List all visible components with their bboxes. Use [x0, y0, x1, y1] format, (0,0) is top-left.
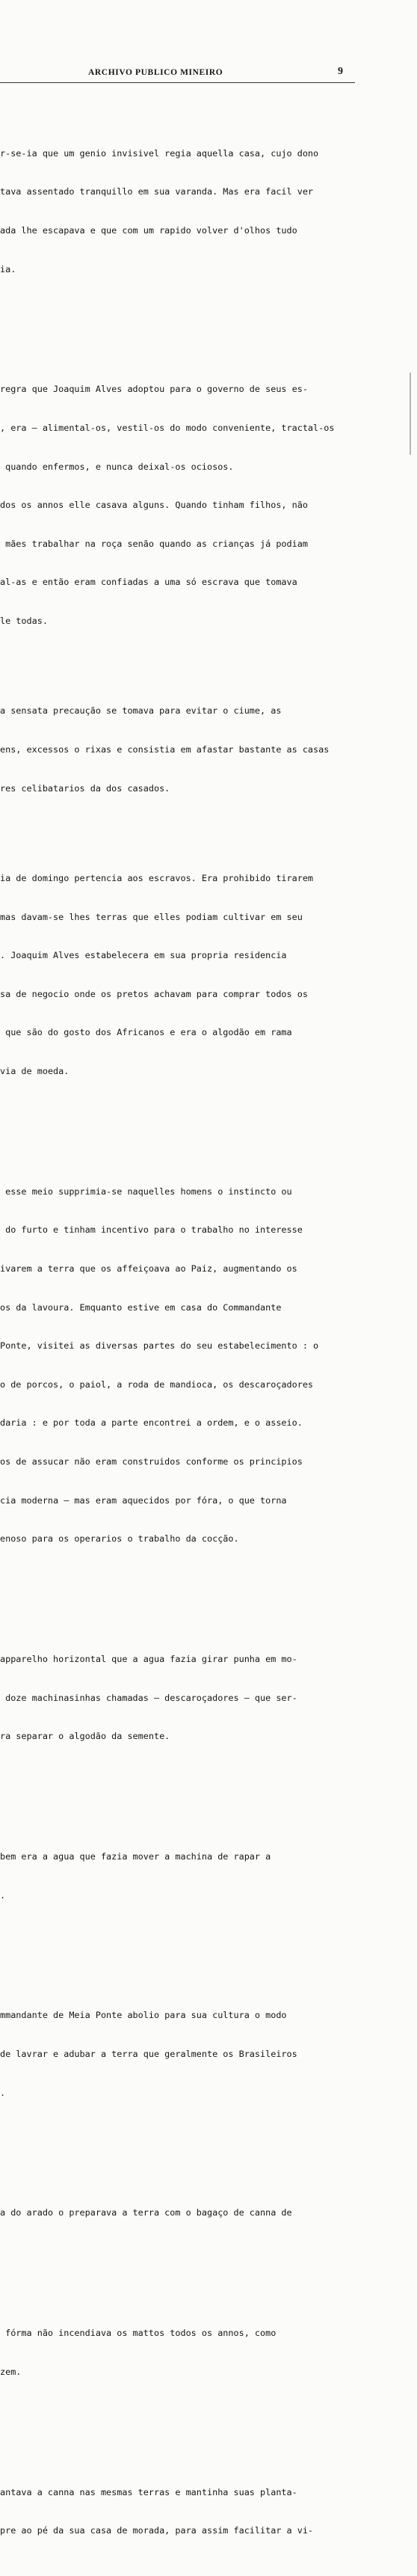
text-line: cia moderna — mas eram aquecidos por fóra, o que torna — [0, 1494, 287, 1506]
text-line: sa de negocio onde os pretos achavam para comprar todos os — [0, 988, 308, 999]
text-line: de lavrar e adubar a terra que geralmente os Brasileiros — [0, 2048, 297, 2059]
header-rule — [0, 82, 355, 83]
text-line: res celibatarios da dos casados. — [0, 782, 170, 794]
text-line: pre ao pé da sua casa de morada, para assim facilitar a vi- — [0, 2525, 314, 2536]
text-line: . Joaquim Alves estabelecera em sua propria residencia — [0, 950, 287, 961]
text-line: ra separar o algodão da semente. — [0, 1731, 170, 1742]
text-line: mas davam-se lhes terras que elles podiam cultivar em seu — [0, 911, 303, 922]
text-line: le todas. — [0, 615, 48, 626]
text-line: quando enfermos, e nunca deixal-os ociosos. — [0, 461, 234, 472]
paragraph — [0, 2460, 345, 2563]
text-line: Ponte, visitei as diversas partes do seu estabelecimento : o — [0, 1340, 319, 1352]
text-line: do furto e tinham incentivo para o trabalho no interesse — [0, 1224, 303, 1236]
text-line: ia. — [0, 263, 16, 275]
text-line: via de moeda. — [0, 1065, 70, 1076]
text-line: daria : e por toda a parte encontrei a ordem, e o asseio. — [0, 1417, 303, 1429]
paragraph — [0, 1159, 345, 1571]
paragraph — [0, 1628, 345, 1769]
text-line: ens, excessos o rixas e consistia em afastar bastante as casas — [0, 743, 330, 755]
margin-mark — [410, 372, 413, 455]
text-line: ia de domingo pertencia aos escravos. Era prohibido tirarem — [0, 872, 314, 883]
text-line: enoso para os operarios o trabalho da cocção. — [0, 1533, 239, 1545]
text-line: a do arado o preparava a terra com o bagaço de canna de — [0, 2207, 292, 2218]
text-line: regra que Joaquim Alves adoptou para o governo de seus es- — [0, 384, 308, 395]
text-line: . — [0, 2087, 6, 2098]
text-line: al-as e então eram confiadas a uma só escrava que tomava — [0, 577, 297, 588]
text-line: . — [0, 1889, 6, 1901]
text-line: fórma não incendiava os mattos todos os annos, como — [0, 2328, 277, 2339]
text-line: os da lavoura. Emquanto estive em casa do Commandante — [0, 1301, 282, 1313]
text-line: ada lhe escapava e que com um rapido volver d'olhos tudo — [0, 225, 297, 236]
paragraph — [0, 1825, 345, 1928]
text-line: mmandante de Meia Ponte abolio para sua cultura o modo — [0, 2010, 287, 2021]
text-line: antava a canna nas mesmas terras e mantinha suas planta- — [0, 2486, 297, 2497]
paragraph — [0, 121, 345, 301]
page-number: 9 — [338, 66, 343, 77]
paragraph — [0, 2181, 345, 2245]
paragraph — [0, 847, 345, 1104]
text-line: , era — alimental-os, vestil-os do modo conveniente, tractal-os — [0, 423, 335, 433]
text-line: que são do gosto dos Africanos e era o algodão em rama — [0, 1027, 292, 1038]
text-line: mães trabalhar na roça senão quando as crianças já podiam — [0, 538, 308, 549]
text-line: doze machinasinhas chamadas — descaroçadores — que ser- — [0, 1692, 297, 1703]
text-line: esse meio supprimia-se naquelles homens o instincto ou — [0, 1186, 292, 1197]
paragraph — [0, 2301, 345, 2405]
text-line: ivarem a terra que os affeiçoava ao Paiz, augmentando os — [0, 1263, 297, 1274]
text-line: o de porcos, o paiol, a roda de mandioca, os descaroçadores — [0, 1379, 314, 1390]
running-title: ARCHIVO PUBLICO MINEIRO — [88, 68, 223, 77]
paragraph — [0, 358, 345, 654]
text-line: a sensata precaução se tomava para evitar o ciume, as — [0, 705, 282, 717]
text-line: r-se-ia que um genio invisivel regia aquella casa, cujo dono — [0, 147, 319, 159]
text-line: apparelho horizontal que a agua fazia girar punha em mo- — [0, 1653, 297, 1664]
text-line: os de assucar não eram construidos conforme os principios — [0, 1456, 303, 1467]
text-line: bem era a agua que fazia mover a machina de rapar a — [0, 1850, 271, 1862]
paragraph — [0, 679, 345, 821]
page-body-text — [0, 96, 345, 2576]
paragraph — [0, 1984, 345, 2125]
text-line: zem. — [0, 2366, 22, 2377]
text-line: dos os annos elle casava alguns. Quando tinham filhos, não — [0, 500, 308, 511]
text-line: tava assentado tranquillo em sua varanda. Mas era facil ver — [0, 186, 314, 197]
